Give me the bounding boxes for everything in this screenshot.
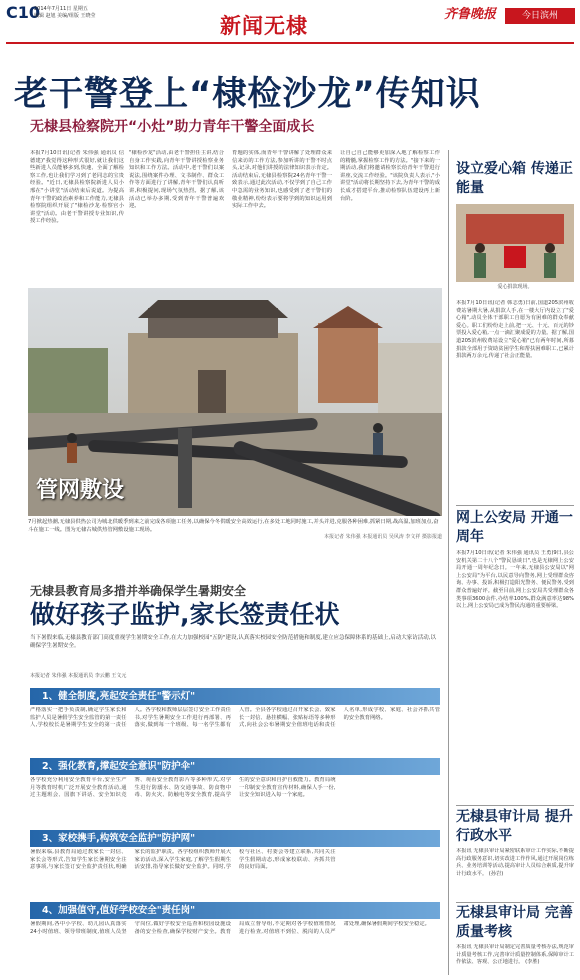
sidebar-story4-text — [456, 944, 574, 978]
lead-story-col-4: 让自己自己能够更加深入地了解检察工作的精髓,掌握检察工作的方法。"接下来的一期活动,我们将邀请检察长给青年干警进行讲座,交流工作经验。"该院负责人表示,"小讲堂"活动将长期坚持下去,为青年干警的成长成才搭建平台,推动检察队伍建设再上新台阶。 — [340, 150, 440, 202]
donation-photo-caption: 爱心捐款现场。 — [497, 284, 533, 290]
donation-illustration — [456, 204, 574, 282]
sidebar-story4-body: 本报讯 无棣县审计局制定完善质量考核办法,规范审计质量考核工作,完善审计质量控制体系,保障审计工作依法、客观、公正地进行。 — [456, 944, 574, 966]
section-2-text: 各学校充分利用安全教育平台,安全生产月等教育时机广泛开展安全教育活动,通过主题班会、国旗下讲话、安全知识竞赛、观看安全教育影片等多种形式,对学生进行防溺水、防交通事故、防食物中毒、防火灾、防触电等安全教育,提高学生的安全意识和自护自救能力。教育局统一印制安全教育宣传材料,确保人手一份,让安全知识进入每一个家庭。 — [30, 777, 336, 799]
sidebar-rule-2 — [456, 805, 574, 806]
photo-title: 管网敷设 — [36, 478, 125, 503]
photo-caption-text: 7月掀起热潮,无棣县供热公司为城北供暖季到来之前完成各项施工任务,以确保今冬供暖安全高效运行,在多处工地同时施工,并头并进,克服各种困难,抓紧日期,战高温,加班加点,奋斗在施工一线。图为无棣古城供热管网敷设施工现场。 — [28, 519, 439, 533]
date-line — [34, 6, 95, 20]
education-section-3 — [30, 830, 440, 896]
section-3-text: 暑假来临,县教育局通过教家长一封信、家长会等形式,告知学生家长暑期安全注意事项,与家长签订安全监护责任状,明确家长的监护职责。各学校组织教师开展大家访活动,深入学生家庭,了解学生假期生活安排,指导家长做好安全监护。同时,学校与社区、村委会等建立联系,共同关注学生假期动态,形成家校联动、齐抓共管的良好局面。 — [30, 849, 336, 871]
sidebar-story2-text: 本报7月10日讯(记者 朱伟强 通讯员 王勇)9日,县公安机关第二十八个"警民恳谈日",也是无棣网上公安局开通一周年纪念日。一年来,无棣县公安局以"网上公安局"为平台,以民意导向警务,网上受理群众咨询、办事、投诉,积极打造阳光警务、便民警务,受到群众普遍好评。截至目前,网上公安局共受理群众各类事项3600余件,办结率100%,群众满意率达98%以上,网上公安局已成为警民沟通的重要桥梁。 — [456, 550, 574, 610]
sidebar-story2-headline: 网上公安局 开通一周年 — [456, 510, 573, 545]
sidebar-story1-headline: 设立爱心箱 传递正能量 — [456, 161, 573, 196]
sidebar-story3-body: 本报讯 无棣县审计局紧密联系审计工作实际,不断提高行政服务意识,切实改进工作作风,通过开展岗位练兵、业务培训等活动,提高审计人员综合素质,提升审计行政水平。 — [456, 848, 574, 877]
education-kicker: 无棣县教育局多措并举确保学生暑期安全 — [30, 584, 247, 598]
date-text: 2014年7月11日 星期五 — [34, 6, 88, 12]
main-subheadline: 无棣县检察院开“小灶”助力青年干警全面成长 — [30, 119, 315, 135]
section-1-text: 严格落实一把手负责制,确定学生家长和监护人员是暑假学生安全监管的第一责任人,学校校长是暑期学生安全的第一责任人。各学校和教师层层签订安全工作责任书,对学生暑期安全工作进行再部署、再落实,做到每一个班级、每一名学生都有人管。全县各学校通过召开家长会、致家长一封信、悬挂横幅、张贴标语等多种形式,向社会公布暑期安全值班电话和责任人名单,形成学校、家庭、社会齐抓共管的安全教育网络。 — [30, 707, 440, 729]
construction-photo — [28, 288, 442, 516]
sidebar-divider — [448, 150, 449, 975]
sidebar-story4-credit: (李胜) — [525, 959, 540, 966]
donation-photo — [456, 204, 574, 282]
section-4-text: 暑假期间,各中小学校、幼儿园认真落实24小时值班、领导带班制度,值班人员坚守岗位,做好学校安全巡查和校园设施设备的安全检查,确保学校财产安全。教育局成立督导组,不定期对各学校值班情况进行检查,对值班不到位、脱岗的人员严肃处理,确保暑假期间学校安全稳定。 — [30, 921, 430, 935]
page-number: C10 — [6, 3, 41, 22]
sidebar-story4-headline: 无棣县审计局 完善质量考核 — [456, 905, 573, 940]
education-byline: 本报记者 朱伟强 本报通讯员 李云鹏 王文元 — [30, 673, 127, 679]
sidebar-story1-text: 本报7月10日讯(记者 韩志勇)日前,国道205滨州收费站暑期大暑,从捐款人手,在一楼大厅内设立了"爱心箱",动员全体干部职工自愿为有困难的群众奉献爱心。职工们纷纷走上前,把一元、十元、百元的钞票投入爱心箱,一点一滴汇聚成爱的力量。据了解,国道205滨州收费站设立"爱心箱"已有两年时间,所募捐款全部用于资助贫困学生和帮扶困难职工,已累计捐款两万余元,传递了社会正能量。 — [456, 300, 574, 360]
paper-logo: 齐鲁晚报 — [444, 7, 497, 22]
header-rule — [6, 42, 574, 44]
lead-story-col-1: 本报7月10日讯(记者 朱伟强 通讯员 信德建)"我觉得这种形式很好,就让我们这些新进人员能够多到,快速、全面了解检察工作,也让我们学习到了老同志的宝贵经验。"近日,无棣县检察院新进人员小邢在"小讲堂"活动结束后说道。为提高青年干警的政治素养和工作能力,无棣县检察院组织开展了"棣检沙龙·检察官小讲堂"活动。由老干警讲授专业知识,传授工作经验。 — [30, 150, 124, 225]
education-section-4 — [30, 902, 440, 974]
sidebar-rule-3 — [456, 902, 574, 903]
education-section-1 — [30, 688, 440, 754]
lead-story-col-3: 育题的实体,而青年干警讲解了处理群众来信来访的工作方法,参加听讲的干警不时点头,记录,对他们讲授的法律知识表示肯定。活动结束后,无棣县检察院24名青年干警一致表示,通过此次活动,不仅学到了自己工作中急需的业务知识,也感受到了老干警们的敬业精神,纷纷表示要将学到的知识运用到实际工作中去。 — [232, 150, 332, 210]
section-brand: 新闻无棣 — [220, 13, 308, 38]
photo-credit: 本报记者 朱伟强 本报通讯员 吴风涛 李文祥 摄影报道 — [324, 534, 442, 541]
sidebar-story3-text — [456, 848, 574, 898]
photo-caption — [28, 519, 442, 542]
section-1-title: 1、健全制度,亮起安全责任"警示灯" — [30, 688, 440, 705]
education-headline: 做好孩子监护,家长签责任状 — [30, 600, 340, 629]
main-headline: 老干警登上“棣检沙龙”传知识 — [14, 74, 481, 114]
sidebar-rule-1 — [456, 505, 574, 506]
section-2-title: 2、强化教育,撑起安全意识"防护伞" — [30, 758, 440, 775]
education-section-2 — [30, 758, 440, 824]
editor-text: 编辑 赵旭 美编/组版 王晓莹 — [34, 13, 96, 19]
lead-story-col-2: "棣检沙龙"活动,由老干警担任主讲,结合自身工作实践,向青年干警讲授检察业务知识和工作方法。活动中,老干警们以案说法,围绕案件办理、文书制作、群众工作等方面进行了讲解,青年干警们认真听讲,积极提问,现场气氛热烈。据了解,该活动已举办多期,受到青年干警普遍欢迎。 — [129, 150, 224, 210]
section-4-title: 4、加强值守,值好学校安全"责任岗" — [30, 902, 440, 919]
edition-tag: 今日滨州 — [505, 8, 575, 24]
sidebar-story3-headline: 无棣县审计局 提升行政水平 — [456, 809, 573, 844]
sidebar-story3-credit: (孙岩) — [488, 870, 504, 877]
education-lead: 当下暑假来临,无棣县教育部门高度重视学生暑期安全工作,在大力加强校园"五防"建设,认真落实校园安全防范措施和制度,建立应急保障体系的基础上,启动大家访活动,以确保学生暑期安全。 — [30, 635, 437, 649]
section-3-title: 3、家校携手,构筑安全监护"防护网" — [30, 830, 440, 847]
